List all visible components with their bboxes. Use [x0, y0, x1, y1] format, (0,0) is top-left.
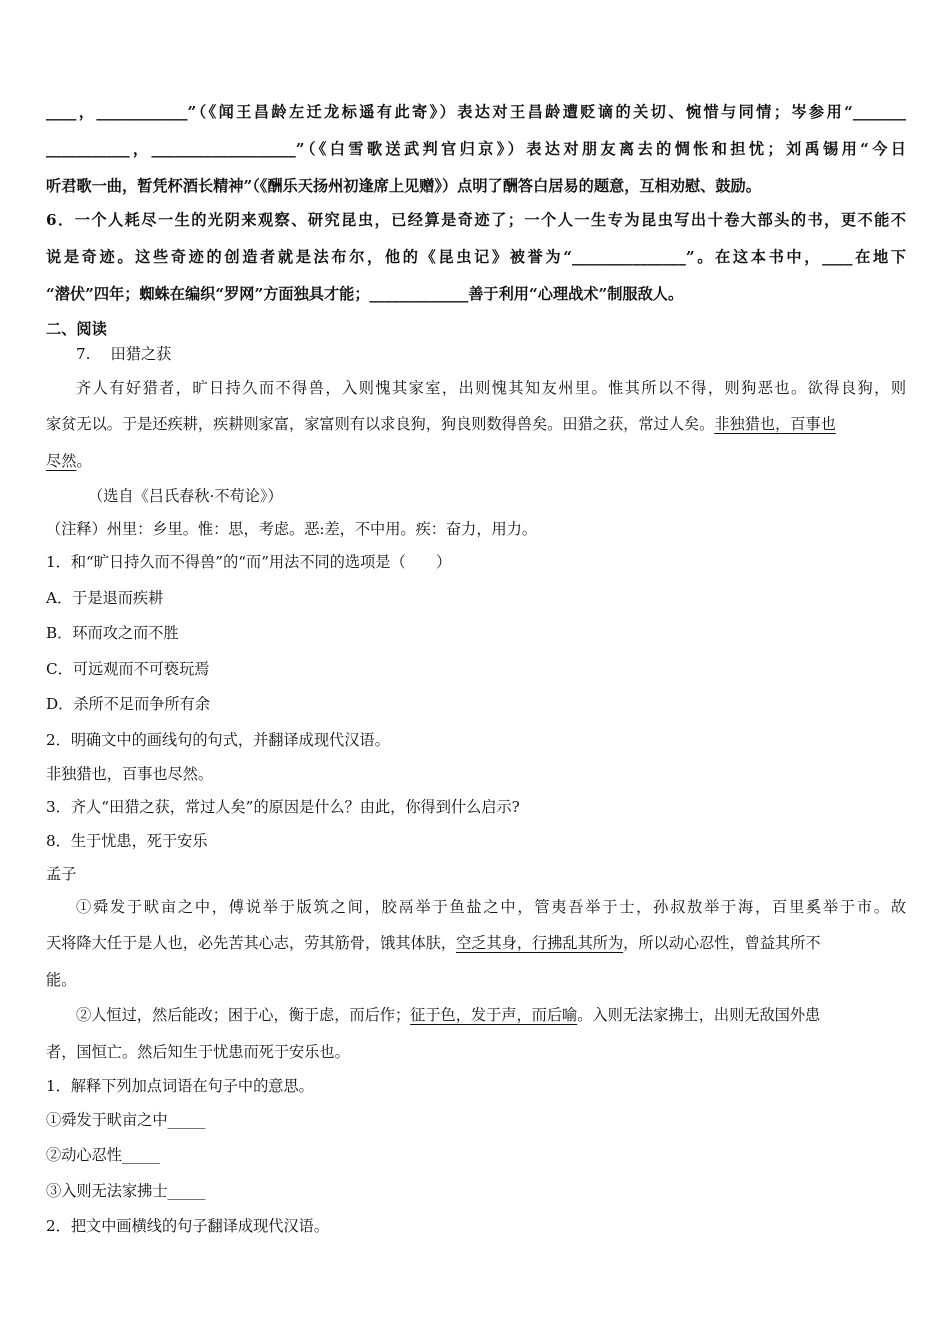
section-heading-reading: 二、阅读 [46, 320, 107, 338]
q7-sub-question-2: 2．明确文中的画线句的句式，并翻译成现代汉语。 [46, 731, 390, 749]
q8-item-1: ①舜发于畎亩之中_____ [46, 1111, 206, 1129]
passage-8-text-cont: ，所以动心忍性，曾益其所不 [623, 934, 821, 952]
question-6-line-3: “潜伏”四年；蜘蛛在编织“罗网”方面独具才能；_____________善于利用“心理战术”制服敌人。 [46, 285, 684, 303]
passage-8-line-3: 能。 [46, 971, 77, 989]
q8-item-2: ②动心忍性_____ [46, 1146, 160, 1164]
passage-7-line-3 [46, 451, 92, 471]
annotation-note: （注释）州里：乡里。惟：思，考虑。恶:差，不中用。疾：奋力，用力。 [46, 520, 538, 538]
passage-8-text: 天将降大任于是人也，必先苦其心志，劳其筋骨，饿其体肤， [46, 934, 457, 952]
underlined-phrase-1: 空乏其身，行拂乱其所为 [456, 934, 624, 952]
question-7-title: 7. 田猎之获 [76, 345, 172, 363]
passage-8-line-5: 者，国恒亡。然后知生于忧患而死于安乐也。 [46, 1043, 350, 1061]
passage-7-line-2 [46, 414, 836, 434]
underlined-phrase-2: 征于色，发于声，而后喻 [410, 1006, 578, 1024]
q8-sub-question-1: 1．解释下列加点词语在句子中的意思。 [46, 1077, 314, 1095]
q7-sentence-to-translate: 非独猎也，百事也尽然。 [46, 765, 214, 783]
q7-sub-question-3: 3．齐人“田猎之获，常过人矣”的原因是什么？由此，你得到什么启示? [46, 798, 520, 816]
poem-fill-line-3: 听君歌一曲，暂凭杯酒长精神”（《酬乐天扬州初逢席上见赠》）点明了酬答白居易的题意，互相劝慰、鼓励。 [46, 177, 761, 195]
question-8-title: 8．生于忧患，死于安乐 [46, 832, 208, 850]
poem-fill-line-2: ___________，___________________”（《白雪歌送武判官归京》）表达对朋友离去的惆怅和担忧；刘禹锡用“今日 [46, 140, 906, 158]
passage-8-para2: ②人恒过，然后能改；困于心，衡于虑，而后作； [76, 1006, 411, 1024]
question-6-line-2: 说是奇迹。这些奇迹的创造者就是法布尔，他的《昆虫记》被誉为“_______________”。在这本书中，____在地下 [46, 248, 906, 266]
passage-7-line-1: 齐人有好猎者，旷日持久而不得兽，入则愧其家室，出则愧其知友州里。惟其所以不得，则狗恶也。欲得良狗，则 [76, 379, 906, 397]
author-name: 孟子 [46, 865, 77, 883]
passage-8-line-4 [76, 1005, 820, 1025]
source-citation: （选自《吕氏春秋·不苟论》） [88, 487, 283, 505]
passage-8-para2-cont: 。入则无法家拂士，出则无敌国外患 [577, 1006, 821, 1024]
underlined-sentence: 非独猎也，百事也 [714, 415, 836, 433]
q7-option-d: D．杀所不足而争所有余 [46, 695, 211, 713]
poem-fill-line-1: ____，____________”（《闻王昌龄左迁龙标遥有此寄》）表达对王昌龄遭贬谪的关切、惋惜与同情；岑参用“_______ [46, 103, 906, 121]
passage-8-line-1: ①舜发于畎亩之中，傅说举于版筑之间，胶鬲举于鱼盐之中，管夷吾举于士，孙叔敖举于海，百里奚举于市。故 [76, 898, 906, 916]
q8-sub-question-2: 2．把文中画横线的句子翻译成现代汉语。 [46, 1217, 330, 1235]
q7-sub-question-1: 1．和“旷日持久而不得兽”的“而”用法不同的选项是（ ） [46, 553, 452, 571]
q8-item-3: ③入则无法家拂士_____ [46, 1182, 206, 1200]
passage-7-text: 家贫无以。于是还疾耕，疾耕则家富，家富则有以求良狗，狗良则数得兽矣。田猎之获，常过人矣。 [46, 415, 715, 433]
question-6-line-1: 6．一个人耗尽一生的光阴来观察、研究昆虫，已经算是奇迹了；一个人一生专为昆虫写出十卷大部头的书，更不能不 [46, 211, 906, 229]
passage-8-line-2 [46, 933, 821, 953]
q7-option-b: B．环而攻之而不胜 [46, 624, 179, 642]
q7-option-c: C．可远观而不可亵玩焉 [46, 660, 210, 678]
passage-7-period: 。 [76, 452, 92, 470]
underlined-sentence-end: 尽然 [46, 452, 77, 470]
q7-option-a: A．于是退而疾耕 [46, 589, 164, 607]
